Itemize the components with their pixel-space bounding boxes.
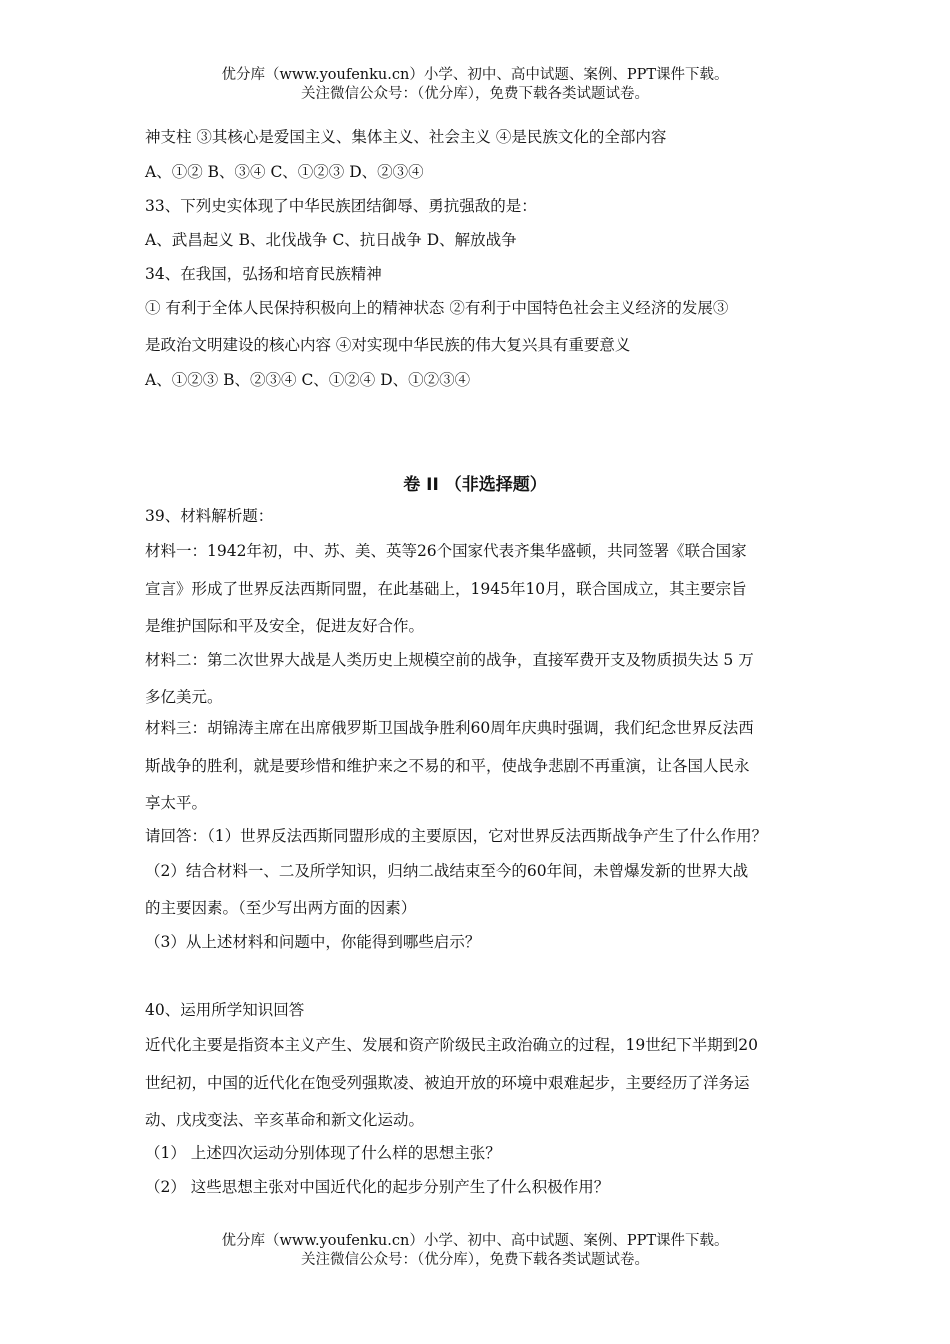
text-line: 享太平。 bbox=[145, 794, 208, 812]
text-line: （1） 上述四次运动分别体现了什么样的思想主张？ bbox=[145, 1144, 501, 1162]
text-line: 材料三：胡锦涛主席在出席俄罗斯卫国战争胜利60周年庆典时强调，我们纪念世界反法西 bbox=[145, 719, 754, 737]
text-line: 动、戊戌变法、辛亥革命和新文化运动。 bbox=[145, 1111, 425, 1129]
text-line: 神支柱 ③其核心是爱国主义、集体主义、社会主义 ④是民族文化的全部内容 bbox=[145, 128, 667, 146]
text-line: （3）从上述材料和问题中，你能得到哪些启示？ bbox=[145, 933, 481, 951]
footer-line-2: 关注微信公众号：（优分库），免费下载各类试题试卷。 bbox=[301, 1252, 649, 1268]
text-line: 的主要因素。（至少写出两方面的因素） bbox=[145, 899, 417, 917]
footer-line-1: 优分库（www.youfenku.cn）小学、初中、高中试题、案例、PPT课件下载。 bbox=[221, 1233, 729, 1249]
text-line: ① 有利于全体人民保持积极向上的精神状态 ②有利于中国特色社会主义经济的发展③ bbox=[145, 299, 729, 317]
text-line: 是政治文明建设的核心内容 ④对实现中华民族的伟大复兴具有重要意义 bbox=[145, 336, 631, 354]
question-39: 39、材料解析题： bbox=[145, 507, 274, 525]
text-line: （2）结合材料一、二及所学知识，归纳二战结束至今的60年间，未曾爆发新的世界大战 bbox=[145, 862, 749, 880]
question-34: 34、在我国，弘扬和培育民族精神 bbox=[145, 265, 382, 283]
text-line: 世纪初，中国的近代化在饱受列强欺凌、被迫开放的环境中艰难起步，主要经历了洋务运 bbox=[145, 1074, 750, 1092]
answer-options: A、①② B、③④ C、①②③ D、②③④ bbox=[145, 163, 424, 181]
text-line: 多亿美元。 bbox=[145, 688, 223, 706]
question-33: 33、下列史实体现了中华民族团结御辱、勇抗强敌的是： bbox=[145, 197, 537, 215]
text-line: 请回答：（1）世界反法西斯同盟形成的主要原因，它对世界反法西斯战争产生了什么作用？ bbox=[145, 827, 768, 845]
page-footer bbox=[0, 1232, 950, 1270]
section-title: 卷 II （非选择题） bbox=[403, 475, 547, 495]
question-40: 40、运用所学知识回答 bbox=[145, 1001, 305, 1019]
header-line-1: 优分库（www.youfenku.cn）小学、初中、高中试题、案例、PPT课件下载。 bbox=[221, 67, 729, 83]
page-header bbox=[0, 66, 950, 104]
text-line: 近代化主要是指资本主义产生、发展和资产阶级民主政治确立的过程，19世纪下半期到20 bbox=[145, 1036, 758, 1054]
text-line: 是维护国际和平及安全，促进友好合作。 bbox=[145, 617, 425, 635]
answer-options: A、①②③ B、②③④ C、①②④ D、①②③④ bbox=[145, 371, 471, 389]
text-line: （2） 这些思想主张对中国近代化的起步分别产生了什么积极作用？ bbox=[145, 1178, 610, 1196]
text-line: 宣言》形成了世界反法西斯同盟，在此基础上，1945年10月，联合国成立，其主要宗旨 bbox=[145, 580, 747, 598]
text-line: 斯战争的胜利，就是要珍惜和维护来之不易的和平，使战争悲剧不再重演，让各国人民永 bbox=[145, 757, 750, 775]
answer-options: A、武昌起义 B、北伐战争 C、抗日战争 D、解放战争 bbox=[145, 231, 517, 249]
text-line: 材料二：第二次世界大战是人类历史上规模空前的战争，直接军费开支及物质损失达 5 万 bbox=[145, 651, 754, 669]
header-line-2: 关注微信公众号：（优分库），免费下载各类试题试卷。 bbox=[301, 86, 649, 102]
text-line: 材料一：1942年初，中、苏、美、英等26个国家代表齐集华盛顿，共同签署《联合国家 bbox=[145, 542, 747, 560]
